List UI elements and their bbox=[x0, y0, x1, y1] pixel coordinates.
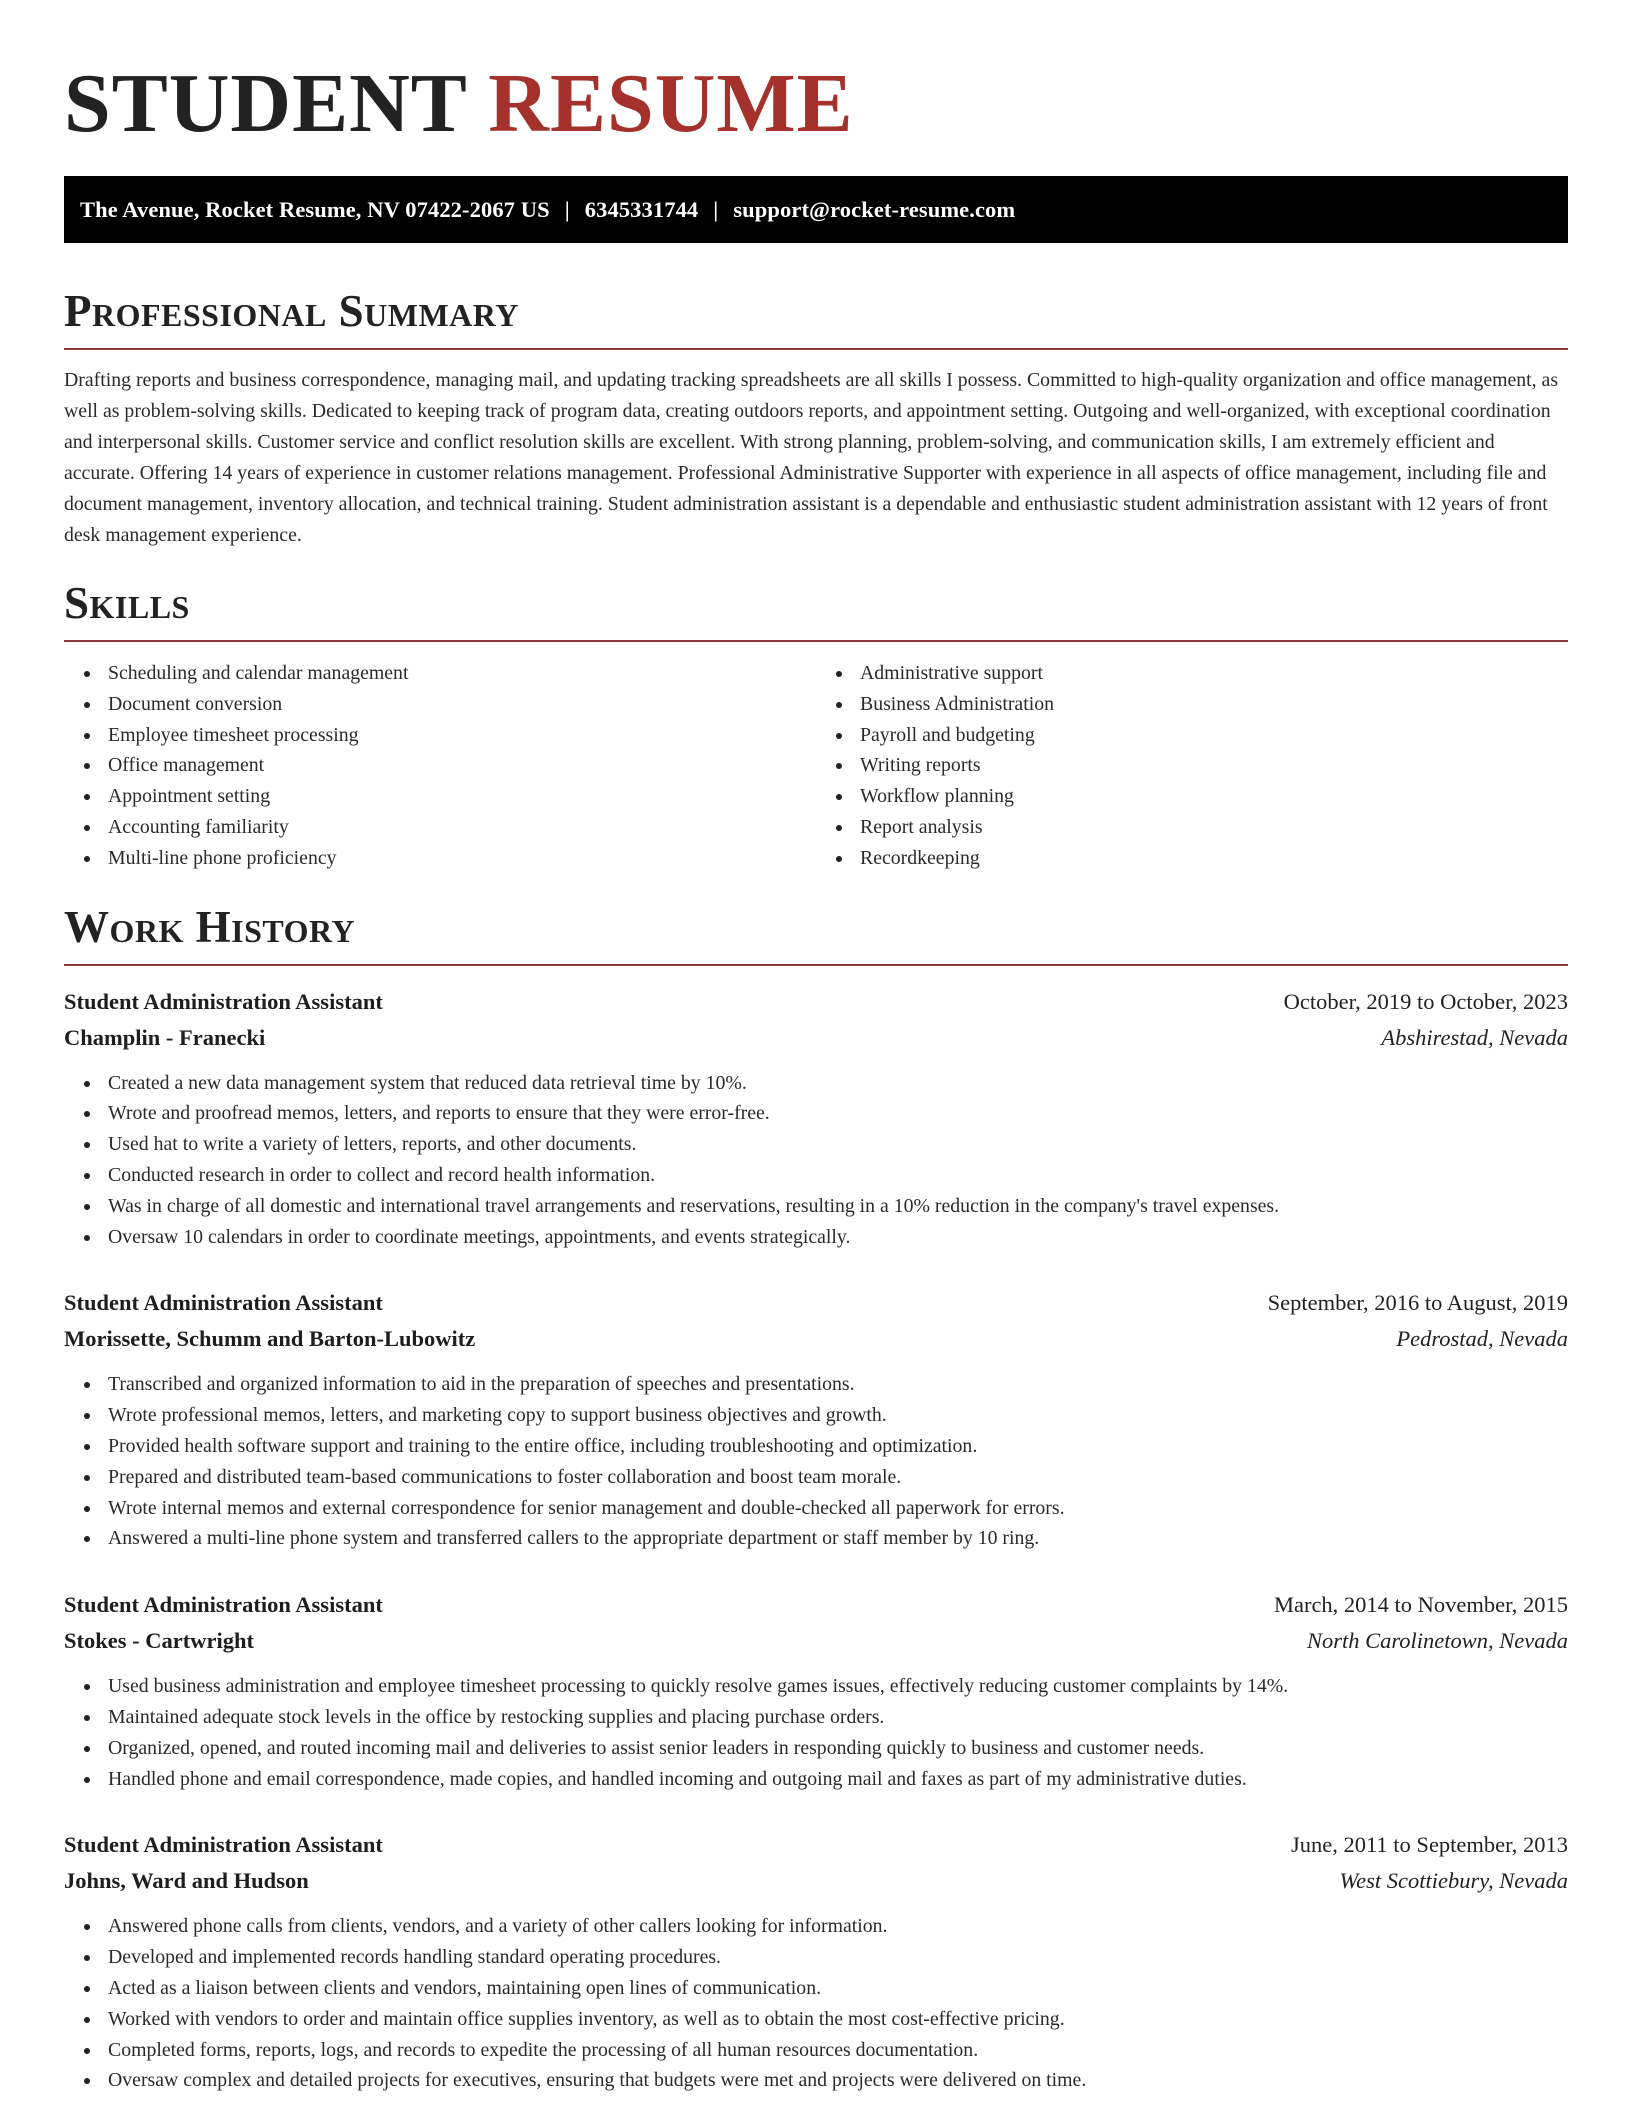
job-dates: June, 2011 to September, 2013 bbox=[1291, 1832, 1568, 1858]
job-company: Stokes - Cartwright bbox=[64, 1628, 254, 1654]
job-company: Champlin - Franecki bbox=[64, 1024, 266, 1050]
job-duty-item: Acted as a liaison between clients and vendors, maintaining open lines of communication. bbox=[108, 1973, 1568, 2004]
job-location: West Scottiebury, Nevada bbox=[1339, 1868, 1568, 1894]
skills-heading: Skills bbox=[64, 578, 190, 628]
job-company-row bbox=[64, 1623, 1568, 1659]
skill-item: Accounting familiarity bbox=[108, 812, 816, 843]
skill-item: Employee timesheet processing bbox=[108, 720, 816, 751]
contact-address: The Avenue, Rocket Resume, NV 07422-2067 US bbox=[80, 196, 550, 222]
job-duty-item: Created a new data management system that reduced data retrieval time by 10%. bbox=[108, 1068, 1568, 1099]
job-duty-item: Completed forms, reports, logs, and records to expedite the processing of all human resources documentation. bbox=[108, 2035, 1568, 2066]
skill-item: Office management bbox=[108, 750, 816, 781]
skill-item: Document conversion bbox=[108, 689, 816, 720]
job-title: Student Administration Assistant bbox=[64, 988, 383, 1014]
name-first: STUDENT bbox=[64, 57, 467, 150]
job-entry bbox=[64, 1285, 1568, 1554]
job-entry bbox=[64, 1587, 1568, 1794]
job-title: Student Administration Assistant bbox=[64, 1592, 383, 1618]
job-duty-item: Answered phone calls from clients, vendors, and a variety of other callers looking for information. bbox=[108, 1911, 1568, 1942]
summary-heading: Professional Summary bbox=[64, 286, 519, 336]
job-duty-item: Oversaw complex and detailed projects for executives, ensuring that budgets were met and projects were delivered on time. bbox=[108, 2065, 1568, 2096]
job-company-row bbox=[64, 1863, 1568, 1899]
skills-column-left bbox=[64, 658, 816, 874]
job-duty-item: Transcribed and organized information to aid in the preparation of speeches and presentations. bbox=[108, 1369, 1568, 1400]
contact-separator: | bbox=[713, 196, 719, 222]
job-duties-list bbox=[64, 1671, 1568, 1794]
job-duty-item: Used hat to write a variety of letters, reports, and other documents. bbox=[108, 1129, 1568, 1160]
job-list bbox=[64, 984, 1568, 2097]
skill-item: Administrative support bbox=[860, 658, 1568, 689]
job-duties-list bbox=[64, 1068, 1568, 1253]
job-duty-item: Worked with vendors to order and maintain office supplies inventory, as well as to obtain the most cost-effective pricing. bbox=[108, 2004, 1568, 2035]
skill-item: Business Administration bbox=[860, 689, 1568, 720]
job-header-row bbox=[64, 1285, 1568, 1321]
skill-item: Workflow planning bbox=[860, 781, 1568, 812]
job-location: North Carolinetown, Nevada bbox=[1306, 1628, 1568, 1654]
job-duty-item: Prepared and distributed team-based communications to foster collaboration and boost team morale. bbox=[108, 1462, 1568, 1493]
resume-name bbox=[64, 54, 1568, 154]
job-duty-item: Oversaw 10 calendars in order to coordinate meetings, appointments, and events strategically. bbox=[108, 1222, 1568, 1253]
job-duties-list bbox=[64, 1911, 1568, 2096]
job-duty-item: Wrote professional memos, letters, and marketing copy to support business objectives and growth. bbox=[108, 1400, 1568, 1431]
name-last: RESUME bbox=[488, 57, 854, 150]
job-title: Student Administration Assistant bbox=[64, 1832, 383, 1858]
job-entry bbox=[64, 1827, 1568, 2096]
skill-item: Report analysis bbox=[860, 812, 1568, 843]
job-location: Abshirestad, Nevada bbox=[1381, 1024, 1568, 1050]
job-header-row bbox=[64, 1587, 1568, 1623]
work-history-heading: Work History bbox=[64, 901, 356, 952]
job-duty-item: Handled phone and email correspondence, made copies, and handled incoming and outgoing mail and faxes as part of my administrative duties. bbox=[108, 1764, 1568, 1795]
job-duty-item: Provided health software support and training to the entire office, including troubleshooting and optimization. bbox=[108, 1431, 1568, 1462]
job-header-row bbox=[64, 1827, 1568, 1863]
job-dates: October, 2019 to October, 2023 bbox=[1283, 988, 1568, 1014]
job-header-row bbox=[64, 984, 1568, 1020]
summary-section bbox=[64, 286, 1568, 551]
job-duty-item: Used business administration and employee timesheet processing to quickly resolve games issues, effectively reducing customer complaints by 14%. bbox=[108, 1671, 1568, 1702]
skill-item: Multi-line phone proficiency bbox=[108, 843, 816, 874]
skills-column-right bbox=[816, 658, 1568, 874]
job-company-row bbox=[64, 1020, 1568, 1056]
skills-grid bbox=[64, 658, 1568, 874]
skill-item: Recordkeeping bbox=[860, 843, 1568, 874]
skill-item: Appointment setting bbox=[108, 781, 816, 812]
skill-item: Payroll and budgeting bbox=[860, 720, 1568, 751]
job-company-row bbox=[64, 1321, 1568, 1357]
job-duty-item: Organized, opened, and routed incoming mail and deliveries to assist senior leaders in responding quickly to business and customer needs. bbox=[108, 1733, 1568, 1764]
job-dates: March, 2014 to November, 2015 bbox=[1273, 1592, 1568, 1618]
job-duty-item: Was in charge of all domestic and international travel arrangements and reservations, resulting in a 10% reduction in the company's travel expenses. bbox=[108, 1191, 1568, 1222]
summary-text: Drafting reports and business correspondence, managing mail, and updating tracking spreadsheets are all skills I possess. Committed to high-quality organization and office management, as well as problem-solving skills. Dedicated to keeping track of program data, creating outdoors reports, and appointment setting. Outgoing and well-organized, with exceptional coordination and interpersonal skills. Customer service and conflict resolution skills are excellent. With strong planning, problem-solving, and communication skills, I am extremely efficient and accurate. Offering 14 years of experience in customer relations management. Professional Administrative Supporter with experience in all aspects of office management, including file and document management, inventory allocation, and technical training. Student administration assistant is a dependable and enthusiastic student administration assistant with 12 years of front desk management experience. bbox=[64, 369, 1559, 546]
job-entry bbox=[64, 984, 1568, 1253]
section-divider bbox=[64, 640, 1568, 642]
section-divider bbox=[64, 964, 1568, 966]
job-duty-item: Conducted research in order to collect and record health information. bbox=[108, 1160, 1568, 1191]
job-duty-item: Answered a multi-line phone system and transferred callers to the appropriate department or staff member by 10 ring. bbox=[108, 1523, 1568, 1554]
job-duty-item: Wrote and proofread memos, letters, and reports to ensure that they were error-free. bbox=[108, 1098, 1568, 1129]
job-title: Student Administration Assistant bbox=[64, 1290, 383, 1316]
job-location: Pedrostad, Nevada bbox=[1396, 1326, 1568, 1352]
job-duty-item: Developed and implemented records handling standard operating procedures. bbox=[108, 1942, 1568, 1973]
skill-item: Scheduling and calendar management bbox=[108, 658, 816, 689]
job-company: Johns, Ward and Hudson bbox=[64, 1868, 309, 1894]
skills-section bbox=[64, 578, 1568, 874]
job-company: Morissette, Schumm and Barton-Lubowitz bbox=[64, 1326, 476, 1352]
contact-email: support@rocket-resume.com bbox=[733, 196, 1016, 222]
job-duty-item: Wrote internal memos and external correspondence for senior management and double-checked all paperwork for errors. bbox=[108, 1493, 1568, 1524]
job-dates: September, 2016 to August, 2019 bbox=[1267, 1290, 1568, 1316]
contact-bar bbox=[64, 176, 1568, 243]
job-duty-item: Maintained adequate stock levels in the office by restocking supplies and placing purchase orders. bbox=[108, 1702, 1568, 1733]
skill-item: Writing reports bbox=[860, 750, 1568, 781]
contact-separator: | bbox=[564, 196, 570, 222]
job-duties-list bbox=[64, 1369, 1568, 1554]
work-history-section bbox=[64, 902, 1568, 2097]
contact-phone: 6345331744 bbox=[584, 196, 699, 222]
section-divider bbox=[64, 348, 1568, 350]
